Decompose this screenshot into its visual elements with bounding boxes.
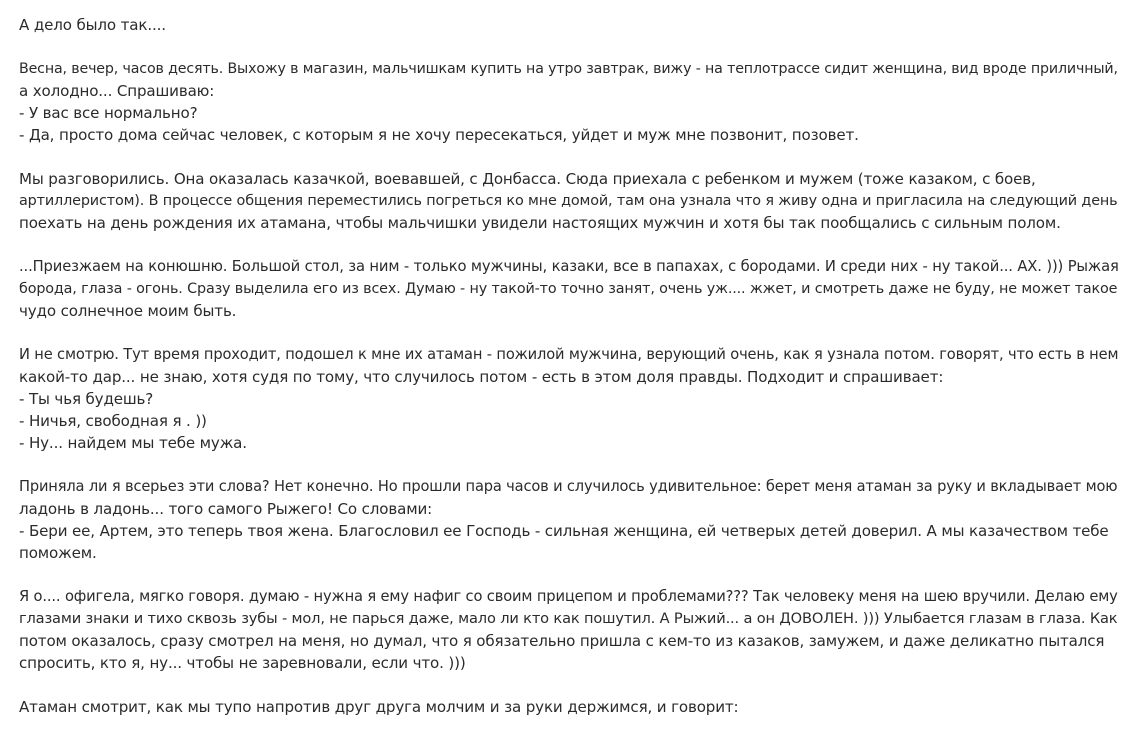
paragraph-reaction <box>19 586 1123 674</box>
text-line: борода, глаза - огонь. Сразу выделила его из всех. Думаю - ну такой-то точно занят, очень уж.... жжет, и смотреть даже не буду, не может такое <box>19 281 1118 297</box>
text-line: глазами знаки и тихо сквозь зубы - мол, не парься даже, мало ли кто как пошутил. А Рыжий... а он ДОВОЛЕН. ))) Улыбается глазам в глаза. Как <box>19 610 1118 627</box>
text-line: какой-то дар... не знаю, хотя судя по тому, что случилось потом - есть в этом доля правды. Подходит и спрашивает: <box>19 368 944 386</box>
text-line: Весна, вечер, часов десять. Выхожу в магазин, мальчишкам купить на утро завтрак, вижу - на теплотрассе сидит женщина, вид вроде приличный, <box>19 61 1118 77</box>
text-line: спросить, кто я, ну... чтобы не заревновали, если что. ))) <box>19 654 466 672</box>
paragraph-conversation <box>19 168 1123 234</box>
text-line: - Ну... найдем мы тебе мужа. <box>19 434 247 452</box>
paragraph-blessing <box>19 476 1123 564</box>
text-line: - Ничья, свободная я . )) <box>19 412 207 430</box>
text-line: поехать на день рождения их атамана, чтобы мальчишки увидели настоящих мужчин и хотя бы так пообщались с сильным полом. <box>19 214 1061 232</box>
paragraph-closing <box>19 696 1123 718</box>
paragraph-meeting <box>19 58 1123 146</box>
text-line: Атаман смотрит, как мы тупо напротив друг друга молчим и за руки держимся, и говорит: <box>19 698 739 716</box>
text-line: - У вас все нормально? <box>19 104 198 122</box>
text-line: артиллеристом). В процессе общения переместились погреться ко мне домой, там она узнала что я живу одна и пригласила на следующий день <box>19 193 1118 209</box>
text-line: - Да, просто дома сейчас человек, с которым я не хочу пересекаться, уйдет и муж мне позвонит, позовет. <box>19 126 859 144</box>
paragraph-ataman <box>19 344 1123 454</box>
paragraph-stable <box>19 256 1123 322</box>
text-line: ладонь в ладонь... того самого Рыжего! Со словами: <box>19 500 433 518</box>
text-line: А дело было так.... <box>19 16 166 34</box>
text-line: а холодно... Спрашиваю: <box>19 82 215 100</box>
text-line: потом оказалось, сразу смотрел на меня, но думал, что я обязательно пришла с кем-то из казаков, замужем, и даже деликатно пытался <box>19 632 1105 650</box>
text-line: поможем. <box>19 544 97 562</box>
text-line: чудо солнечное моим быть. <box>19 302 237 320</box>
text-line: - Ты чья будешь? <box>19 390 154 408</box>
text-line: Мы разговорились. Она оказалась казачкой, воевавшей, с Донбасса. Сюда приехала с ребенком и мужем (тоже казаком, с боев, <box>19 170 1036 188</box>
text-line: И не смотрю. Тут время проходит, подошел к мне их атаман - пожилой мужчина, верующий очень, как я узнала потом. говорят, что есть в нем <box>19 346 1119 363</box>
text-line: - Бери ее, Артем, это теперь твоя жена. Благословил ее Господь - сильная женщина, ей четверых детей доверил. А мы казачеством тебе <box>19 522 1109 540</box>
article-body <box>19 14 1123 740</box>
paragraph-intro <box>19 14 1123 36</box>
text-line: Я о.... офигела, мягко говоря. думаю - нужна я ему нафиг со своим прицепом и проблемами??? Так человеку меня на шею вручили. Делаю ему <box>19 588 1118 605</box>
text-line: Приняла ли я всерьез эти слова? Нет конечно. Но прошли пара часов и случилось удивительное: берет меня атаман за руку и вкладывает мою <box>19 478 1118 495</box>
text-line: ...Приезжаем на конюшню. Большой стол, за ним - только мужчины, казаки, все в папахах, с бородами. И среди них - ну такой... АХ. ))) Рыжая <box>19 258 1119 275</box>
